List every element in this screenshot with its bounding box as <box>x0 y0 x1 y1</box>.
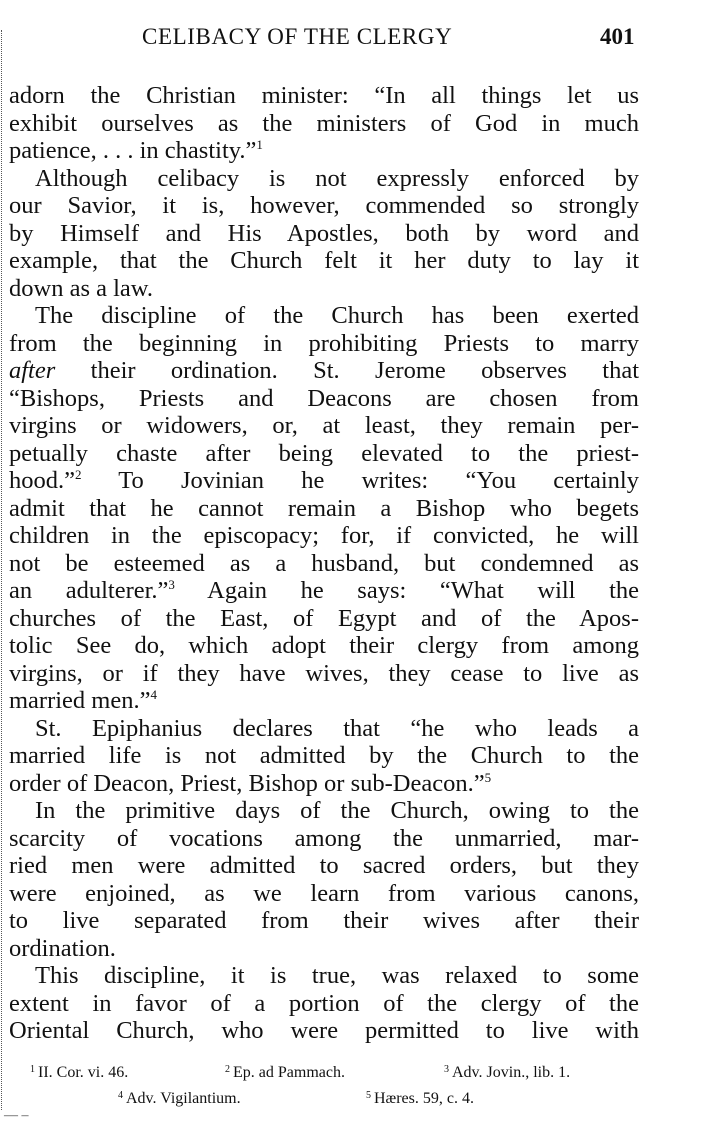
footnote-reference: 5 <box>484 769 492 785</box>
footnote-2-text: Ep. ad Pammach. <box>233 1064 345 1081</box>
body-line <box>9 137 639 165</box>
line-text: virgins, or if they have wives, they cease to live as <box>9 659 639 687</box>
body-line <box>9 302 639 330</box>
binding-edge <box>1 30 2 1110</box>
line-text: example, that the Church felt it her duty to lay it <box>9 247 639 274</box>
body-line <box>9 522 639 550</box>
body-line <box>9 165 639 193</box>
line-text: their ordination. St. Jerome observes that <box>55 357 639 384</box>
footnote-reference: 3 <box>168 577 175 592</box>
body-line <box>9 82 639 110</box>
body-line <box>9 440 639 468</box>
body-line <box>9 550 639 578</box>
line-text: order of Deacon, Priest, Bishop or sub-Deacon.” <box>9 769 485 797</box>
line-text: patience, . . . in chastity.” <box>9 137 257 164</box>
line-text: churches of the East, of Egypt and of the Apos- <box>9 604 639 632</box>
footnote-3 <box>444 1060 570 1086</box>
footnote-line-2 <box>0 1086 706 1112</box>
page-number: 401 <box>600 24 635 49</box>
footnote-1-text: II. Cor. vi. 46. <box>38 1064 129 1081</box>
body-line <box>9 962 639 990</box>
footnote-2-number: 2 <box>225 1064 230 1075</box>
body-line <box>9 577 639 605</box>
line-text: an adulterer.” <box>9 577 169 604</box>
line-text: were enjoined, as we learn from various canons, <box>9 879 639 907</box>
footnote-reference: 2 <box>75 467 82 482</box>
line-text-continued: To Jovinian he writes: “You certainly <box>81 467 639 494</box>
body-line <box>9 330 639 358</box>
body-line <box>9 110 639 138</box>
body-line <box>9 275 639 303</box>
line-text: tolic See do, which adopt their clergy from among <box>9 632 639 659</box>
line-text: from the beginning in prohibiting Priests to marry <box>9 329 639 357</box>
body-line <box>9 880 639 908</box>
body-line <box>9 852 639 880</box>
footnote-3-text: Adv. Jovin., lib. 1. <box>452 1064 571 1081</box>
line-text: our Savior, it is, however, commended so strongly <box>9 192 639 219</box>
body-line <box>9 247 639 275</box>
line-text: Oriental Church, who were permitted to live with <box>9 1017 639 1044</box>
footnote-1-number: 1 <box>30 1064 35 1075</box>
body-line <box>9 412 639 440</box>
emphasis: after <box>9 357 56 384</box>
footnote-4-text: Adv. Vigilantium. <box>126 1090 241 1107</box>
body-line <box>9 742 639 770</box>
line-text: ordination. <box>9 934 116 962</box>
body-line <box>9 797 639 825</box>
line-text: admit that he cannot remain a Bishop who begets <box>9 494 639 522</box>
line-text: married men.” <box>9 687 151 714</box>
footnote-4 <box>118 1086 241 1112</box>
line-text: adorn the Christian minister: “In all things let us <box>9 82 639 109</box>
line-text: St. Epiphanius declares that “he who leads a <box>35 714 639 742</box>
line-text: petually chaste after being elevated to the priest- <box>9 439 639 467</box>
line-text: “Bishops, Priests and Deacons are chosen from <box>9 384 639 412</box>
footnote-2 <box>225 1060 345 1086</box>
footnote-5 <box>366 1086 474 1112</box>
line-text: to live separated from their wives after their <box>9 907 639 934</box>
body-line <box>9 990 639 1018</box>
line-text: by Himself and His Apostles, both by word and <box>9 219 639 247</box>
line-text: Although celibacy is not expressly enforced by <box>35 164 639 192</box>
line-text: not be esteemed as a husband, but condemned as <box>9 549 639 577</box>
footnote-1 <box>30 1060 128 1086</box>
body-line <box>9 385 639 413</box>
body-line <box>9 220 639 248</box>
body-line <box>9 632 639 660</box>
line-text: extent in favor of a portion of the clergy of the <box>9 989 639 1017</box>
body-line <box>9 687 639 715</box>
body-line <box>9 192 639 220</box>
body-line <box>9 770 639 798</box>
line-text: In the primitive days of the Church, owing to the <box>35 797 639 824</box>
line-text: ried men were admitted to sacred orders, but they <box>9 852 639 879</box>
footnote-3-number: 3 <box>444 1064 449 1075</box>
body-line <box>9 935 639 963</box>
body-line <box>9 357 639 385</box>
running-title: CELIBACY OF THE CLERGY <box>142 24 453 49</box>
footnote-reference: 4 <box>150 687 157 702</box>
line-text: virgins or widowers, or, at least, they remain per- <box>9 412 639 439</box>
body-line <box>9 467 639 495</box>
body-line <box>9 907 639 935</box>
line-text: children in the episcopacy; for, if convicted, he will <box>9 522 639 549</box>
footnote-5-text: Hæres. 59, c. 4. <box>374 1090 474 1107</box>
footnote-reference: 1 <box>256 137 263 152</box>
body-line <box>9 605 639 633</box>
body-line <box>9 660 639 688</box>
line-text: married life is not admitted by the Church to the <box>9 742 639 769</box>
body-line <box>9 715 639 743</box>
scan-corner-mark: — – <box>4 1108 29 1123</box>
line-text: The discipline of the Church has been exerted <box>35 302 639 329</box>
footnote-4-number: 4 <box>118 1090 123 1101</box>
footnotes <box>0 1060 706 1112</box>
line-text: down as a law. <box>9 274 154 302</box>
line-text-continued: Again he says: “What will the <box>174 577 639 604</box>
line-text: scarcity of vocations among the unmarried, mar- <box>9 824 639 852</box>
footnote-5-number: 5 <box>366 1090 371 1101</box>
body-line <box>9 825 639 853</box>
footnote-line-1 <box>0 1060 706 1086</box>
line-text: hood.” <box>9 467 75 494</box>
line-text: This discipline, it is true, was relaxed to some <box>35 962 639 989</box>
body-text <box>9 82 639 1045</box>
body-line <box>9 495 639 523</box>
body-line <box>9 1017 639 1045</box>
page-header <box>0 24 706 58</box>
line-text: exhibit ourselves as the ministers of God in much <box>9 109 639 137</box>
